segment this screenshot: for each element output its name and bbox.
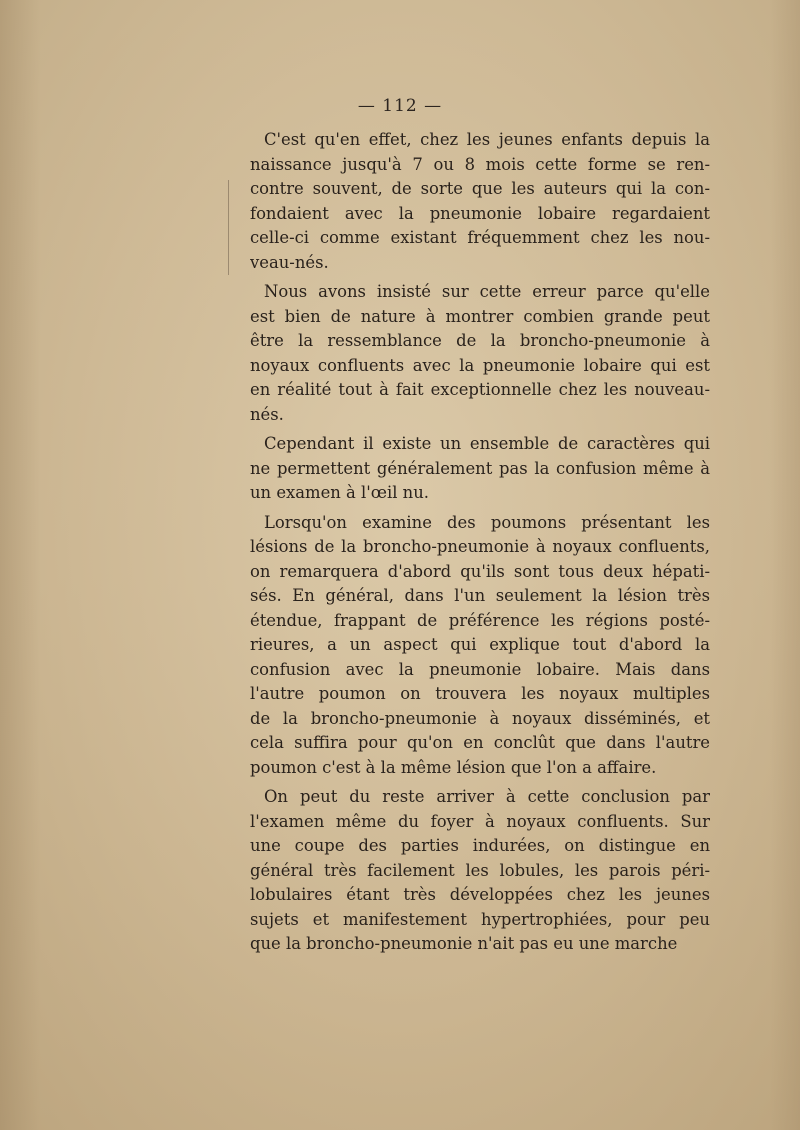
text-line: C'est qu'en effet, chez les jeunes enfants depuis la xyxy=(264,130,710,149)
text-line: veau-nés. xyxy=(250,252,329,272)
text-line: cela suffira pour qu'on en conclût que dans l'autre xyxy=(250,733,710,752)
text-line: noyaux confluents avec la pneumonie lobaire qui est xyxy=(250,355,710,375)
text-line: Cependant il existe un ensemble de caractères qui xyxy=(264,434,710,453)
margin-pencil-mark xyxy=(228,180,229,275)
text-line: étendue, frappant de préférence les régions posté- xyxy=(250,610,710,630)
text-line: que la broncho-pneumonie n'ait pas eu une marche xyxy=(250,934,678,953)
text-line: sujets et manifestement hypertrophiées, pour peu xyxy=(250,909,710,929)
text-line: être la ressemblance de la broncho-pneumonie à xyxy=(250,331,710,350)
text-line: de la broncho-pneumonie à noyaux disséminés, et xyxy=(250,708,710,728)
text-line: on remarquera d'abord qu'ils sont tous deux hépati- xyxy=(250,561,710,581)
text-line: celle-ci comme existant fréquemment chez les nou- xyxy=(250,228,710,247)
text-line: Nous avons insisté sur cette erreur parce qu'elle xyxy=(264,282,710,301)
text-line: un examen à l'œil nu. xyxy=(250,483,430,502)
text-line: Lorsqu'on examine des poumons présentant les xyxy=(264,512,710,532)
text-line: une coupe des parties indurées, on distingue en xyxy=(250,836,710,855)
body-text xyxy=(250,128,710,957)
text-line: lésions de la broncho-pneumonie à noyaux confluents, xyxy=(250,537,710,556)
text-line: naissance jusqu'à 7 ou 8 mois cette forme se ren- xyxy=(250,154,710,174)
text-line: rieures, a un aspect qui explique tout d'abord la xyxy=(250,635,710,654)
text-line: l'examen même du foyer à noyaux confluents. Sur xyxy=(250,811,710,831)
text-line: est bien de nature à montrer combien grande peut xyxy=(250,306,710,326)
text-line: fondaient avec la pneumonie lobaire regardaient xyxy=(250,203,710,223)
text-line: général très facilement les lobules, les parois péri- xyxy=(250,860,710,880)
paragraph xyxy=(250,511,710,781)
paragraph xyxy=(250,128,710,275)
paragraph xyxy=(250,280,710,427)
text-line: ne permettent généralement pas la confusion même à xyxy=(250,458,710,478)
text-line: sés. En général, dans l'un seulement la lésion très xyxy=(250,586,710,605)
text-line: en réalité tout à fait exceptionnelle chez les nouveau- xyxy=(250,380,710,399)
text-line: lobulaires étant très développées chez les jeunes xyxy=(250,885,710,904)
page-shadow-left xyxy=(0,0,40,1130)
text-line: confusion avec la pneumonie lobaire. Mais dans xyxy=(250,659,710,679)
paragraph xyxy=(250,785,710,957)
text-line: l'autre poumon on trouvera les noyaux multiples xyxy=(250,684,710,703)
text-line: contre souvent, de sorte que les auteurs qui la con- xyxy=(250,179,710,198)
page-shadow-right xyxy=(770,0,800,1130)
text-line: nés. xyxy=(250,404,284,424)
text-line: On peut du reste arriver à cette conclusion par xyxy=(264,787,710,806)
page-number: — 112 — xyxy=(357,96,443,116)
text-line: poumon c'est à la même lésion que l'on a affaire. xyxy=(250,757,657,777)
paragraph xyxy=(250,432,710,506)
